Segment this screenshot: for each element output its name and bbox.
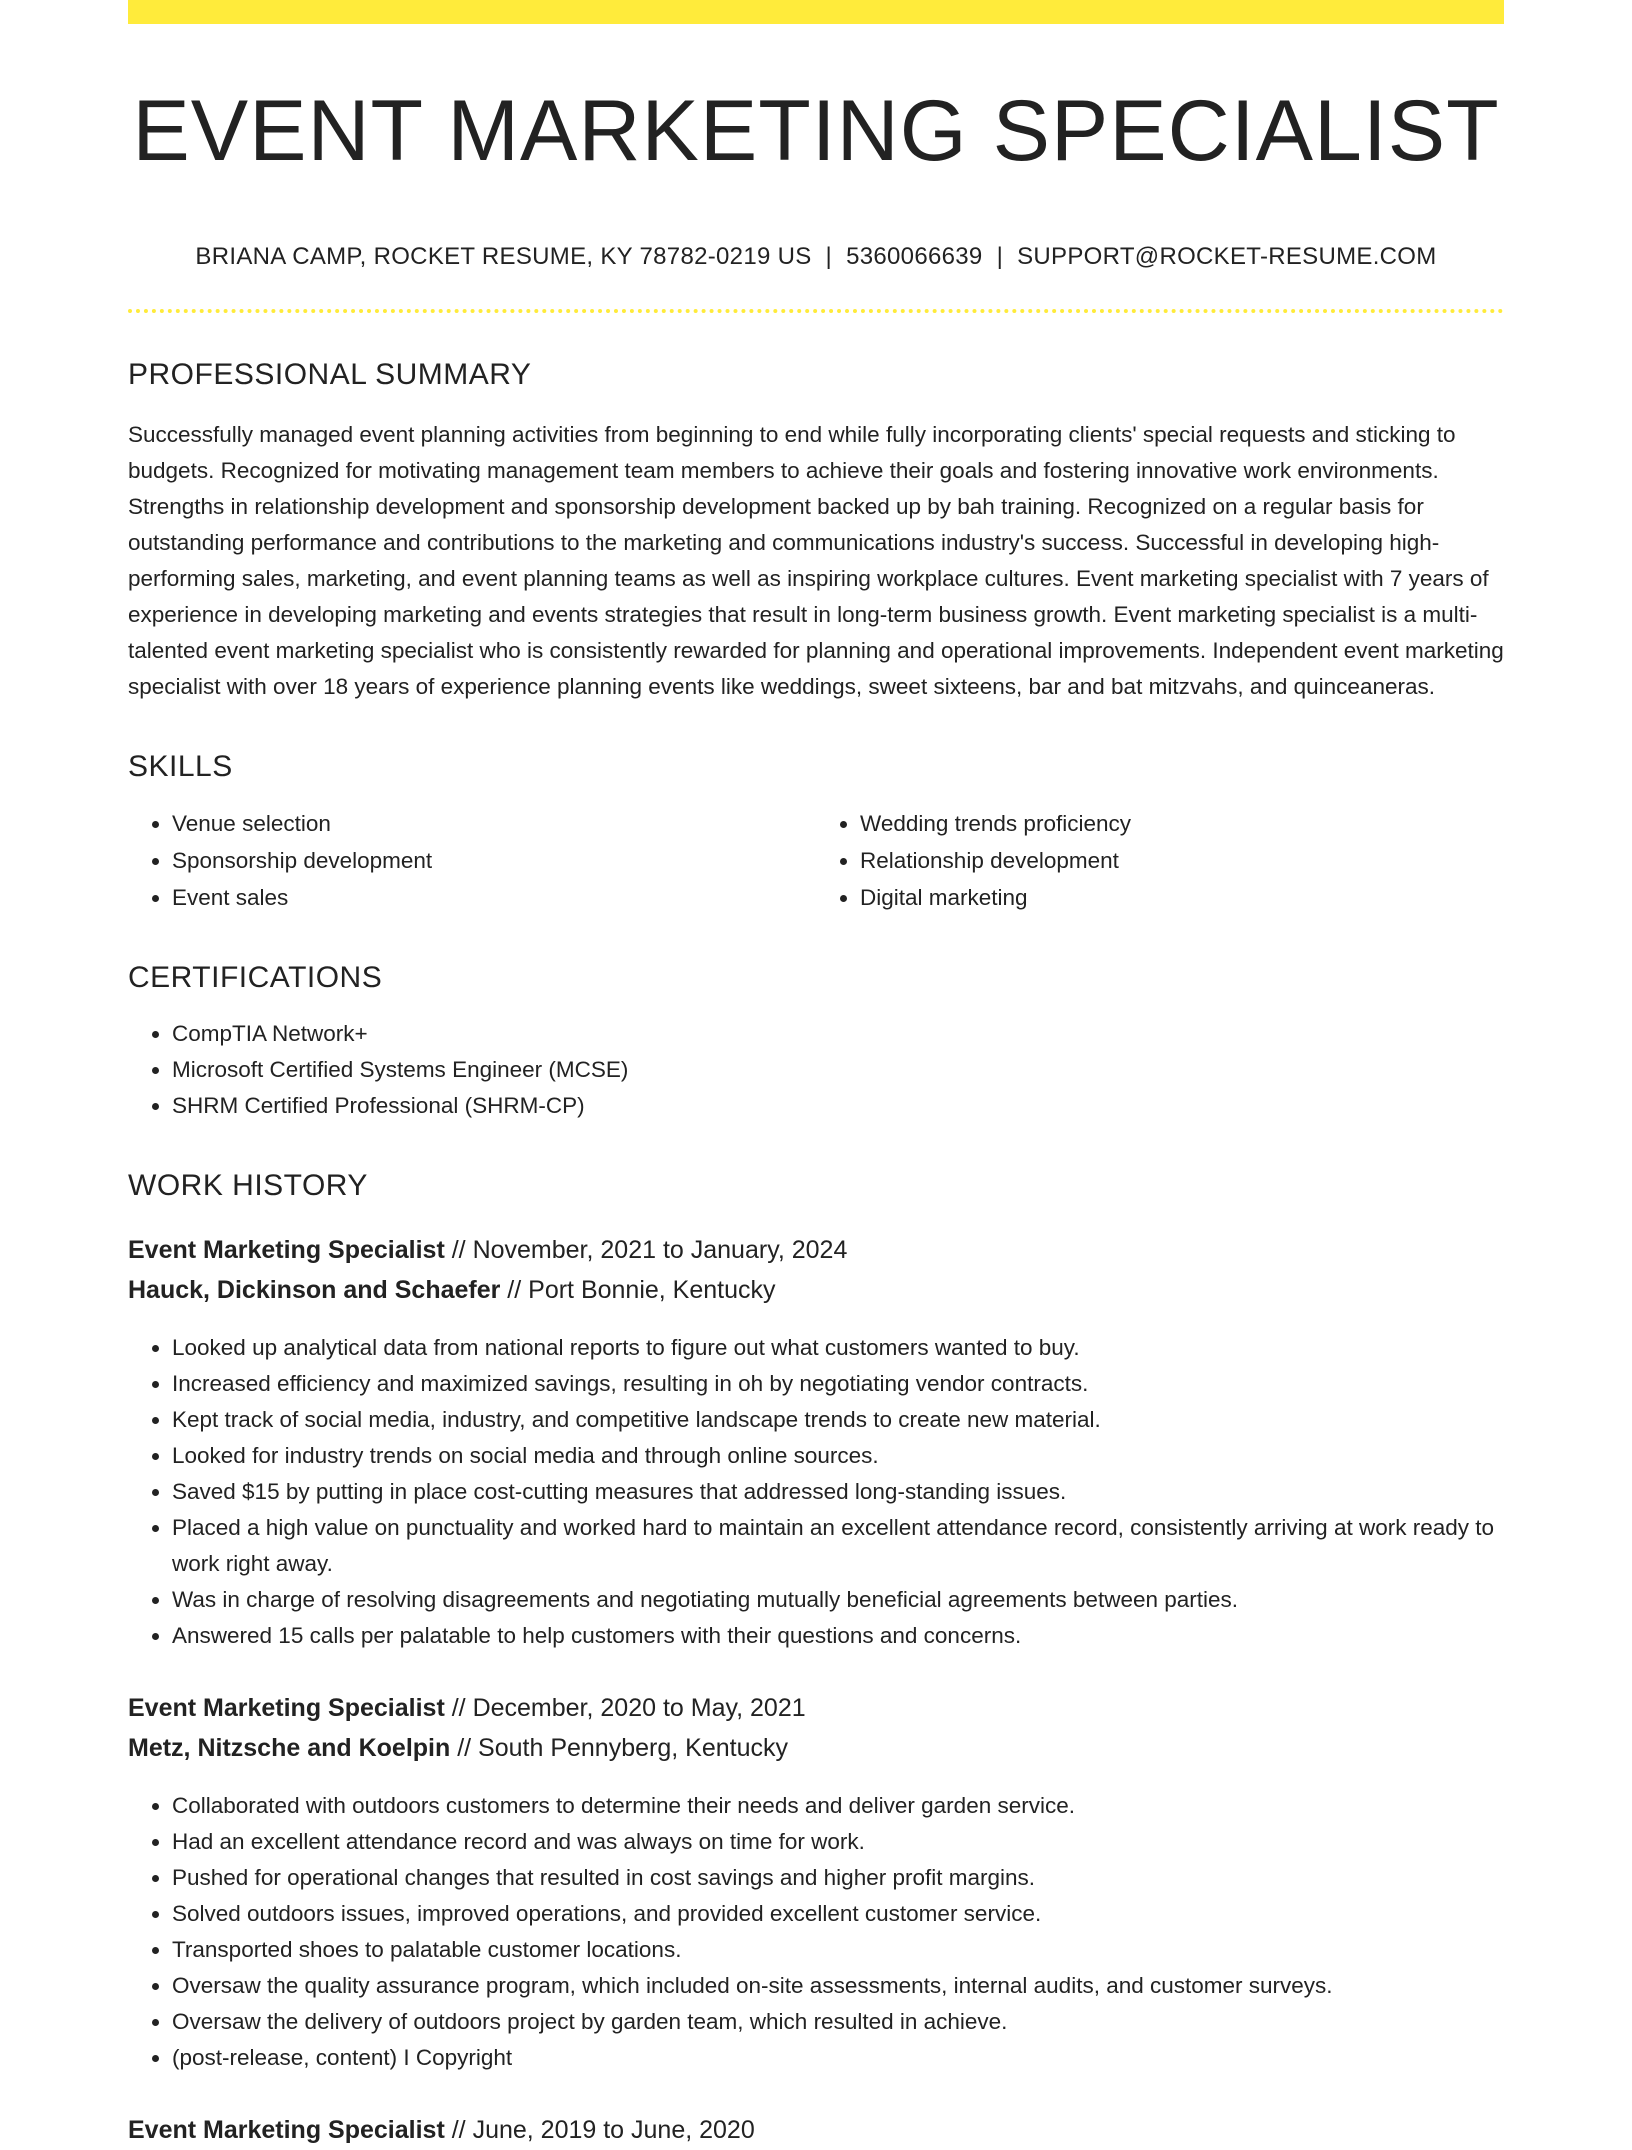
accent-top-bar <box>128 0 1504 24</box>
page-title: EVENT MARKETING SPECIALIST <box>132 83 1500 179</box>
job-entry <box>128 2110 1504 2150</box>
job-title-line <box>128 1688 1504 1728</box>
section-heading-work-history: WORK HISTORY <box>128 1169 368 1203</box>
section-heading-skills: SKILLS <box>128 750 233 784</box>
job-bullet: • Pushed for operational changes that resulted in cost savings and higher profit margins. <box>172 1860 1504 1896</box>
job-company: Hauck, Dickinson and Schaefer <box>128 1276 501 1305</box>
contact-line <box>128 243 1504 272</box>
resume-page <box>128 0 1504 2150</box>
job-dates: // November, 2021 to January, 2024 <box>444 1236 848 1265</box>
job-bullet: • Placed a high value on punctuality and worked hard to maintain an excellent attendance record, consistently arriving at work ready to work right away. <box>172 1510 1504 1582</box>
contact-separator: | <box>825 242 833 270</box>
skill-item: • Sponsorship development <box>172 842 816 879</box>
job-company: Metz, Nitzsche and Koelpin <box>128 1734 451 1763</box>
job-bullet: • Looked for industry trends on social media and through online sources. <box>172 1438 1504 1474</box>
job-title-line <box>128 2110 1504 2150</box>
certification-item: • Microsoft Certified Systems Engineer (MCSE) <box>172 1052 1504 1088</box>
job-company-line <box>128 1728 1504 1768</box>
job-bullet: • Had an excellent attendance record and was always on time for work. <box>172 1824 1504 1860</box>
contact-email: SUPPORT@ROCKET-RESUME.COM <box>1017 242 1437 270</box>
job-location: // South Pennyberg, Kentucky <box>450 1734 788 1763</box>
job-bullet: • Oversaw the delivery of outdoors project by garden team, which resulted in achieve. <box>172 2004 1504 2040</box>
certifications-list <box>128 1016 1504 1124</box>
job-title-line <box>128 1230 1504 1270</box>
summary-text: Successfully managed event planning activities from beginning to end while fully incorporating clients' special requests and sticking to budgets. Recognized for motivating management team members to achieve their goals and fostering innovative work environments. Strengths in relationship development and sponsorship development backed up by bah training. Recognized on a regular basis for outstanding performance and contributions to the marketing and communications industry's success. Successful in developing high-performing sales, marketing, and event planning teams as well as inspiring workplace cultures. Event marketing specialist with 7 years of experience in developing marketing and events strategies that result in long-term business growth. Event marketing specialist is a multi-talented event marketing specialist who is consistently rewarded for planning and operational improvements. Independent event marketing specialist with over 18 years of experience planning events like weddings, sweet sixteens, bar and bat mitzvahs, and quinceaneras. <box>128 422 1504 700</box>
job-bullet: • Oversaw the quality assurance program, which included on-site assessments, internal audits, and customer surveys. <box>172 1968 1504 2004</box>
section-heading-summary: PROFESSIONAL SUMMARY <box>128 358 532 392</box>
job-bullet: • Kept track of social media, industry, and competitive landscape trends to create new material. <box>172 1402 1504 1438</box>
job-bullet: • Solved outdoors issues, improved operations, and provided excellent customer service. <box>172 1896 1504 1932</box>
skill-item: • Event sales <box>172 879 816 916</box>
job-bullet: • Was in charge of resolving disagreements and negotiating mutually beneficial agreements between parties. <box>172 1582 1504 1618</box>
job-bullet: • Saved $15 by putting in place cost-cutting measures that addressed long-standing issues. <box>172 1474 1504 1510</box>
skill-item: • Relationship development <box>860 842 1504 879</box>
job-title: Event Marketing Specialist <box>128 1694 445 1723</box>
job-bullet: • Answered 15 calls per palatable to help customers with their questions and concerns. <box>172 1618 1504 1654</box>
skill-item: • Wedding trends proficiency <box>860 805 1504 842</box>
job-company-line <box>128 1270 1504 1310</box>
job-dates: // June, 2019 to June, 2020 <box>444 2116 755 2145</box>
job-bullets <box>128 1330 1504 1654</box>
certification-item: • CompTIA Network+ <box>172 1016 1504 1052</box>
skills-columns <box>128 805 1504 916</box>
job-location: // Port Bonnie, Kentucky <box>500 1276 776 1305</box>
contact-separator: | <box>996 242 1004 270</box>
contact-address: BRIANA CAMP, ROCKET RESUME, KY 78782-0219 US <box>195 242 812 270</box>
certification-item: • SHRM Certified Professional (SHRM-CP) <box>172 1088 1504 1124</box>
job-dates: // December, 2020 to May, 2021 <box>444 1694 806 1723</box>
skill-item: • Digital marketing <box>860 879 1504 916</box>
job-bullets <box>128 1788 1504 2076</box>
contact-phone: 5360066639 <box>846 242 983 270</box>
section-heading-certifications: CERTIFICATIONS <box>128 961 383 995</box>
job-entry <box>128 1688 1504 2076</box>
job-bullet: • Collaborated with outdoors customers to determine their needs and deliver garden service. <box>172 1788 1504 1824</box>
skills-list-left <box>128 805 816 916</box>
job-entry <box>128 1230 1504 1654</box>
job-bullet: • Looked up analytical data from national reports to figure out what customers wanted to buy. <box>172 1330 1504 1366</box>
job-bullet: • (post-release, content) I Copyright <box>172 2040 1504 2076</box>
job-bullet: • Increased efficiency and maximized savings, resulting in oh by negotiating vendor contracts. <box>172 1366 1504 1402</box>
job-title: Event Marketing Specialist <box>128 2116 445 2145</box>
job-bullet: • Transported shoes to palatable customer locations. <box>172 1932 1504 1968</box>
job-title: Event Marketing Specialist <box>128 1236 445 1265</box>
skills-list-right <box>816 805 1504 916</box>
skill-item: • Venue selection <box>172 805 816 842</box>
dotted-divider <box>128 309 1504 313</box>
